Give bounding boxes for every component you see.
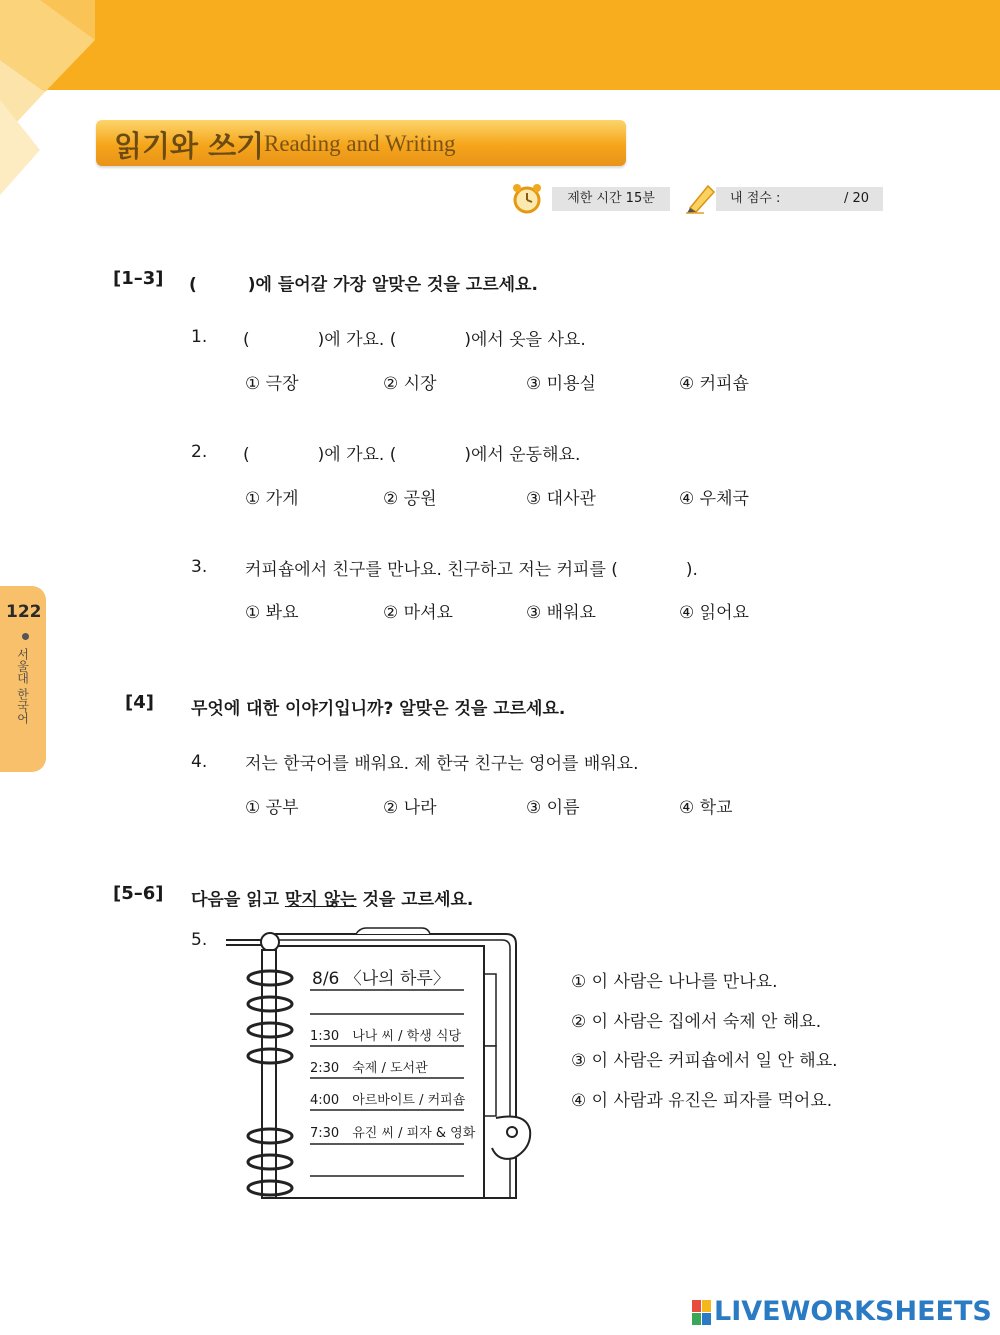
score-total: / 20 — [843, 191, 869, 206]
page-number: 122 — [6, 602, 42, 622]
answer-option[interactable]: ② 이 사람은 집에서 숙제 안 해요. — [571, 1012, 822, 1032]
answer-option[interactable]: ③ 이름 — [526, 798, 580, 818]
liveworksheets-brand[interactable] — [692, 1296, 992, 1330]
brand-name: LIVEWORKSHEETS — [714, 1296, 992, 1327]
question-number: 4. — [191, 752, 208, 772]
instruction-post: 것을 고르세요. — [356, 890, 474, 910]
instruction-pre: 다음을 읽고 — [191, 890, 285, 910]
answer-option[interactable]: ③ 배워요 — [526, 603, 596, 623]
answer-option[interactable]: ① 극장 — [245, 374, 299, 394]
answer-option[interactable]: ② 공원 — [383, 489, 437, 509]
score-label: 내 점수 : — [730, 191, 781, 206]
answer-option[interactable]: ② 나라 — [383, 798, 437, 818]
side-page-tab — [0, 586, 46, 772]
top-banner — [0, 0, 1000, 90]
answer-option[interactable]: ④ 읽어요 — [679, 603, 749, 623]
question-text: 저는 한국어를 배워요. 제 한국 친구는 영어를 배워요. — [245, 754, 639, 774]
section-range-4: [4] — [125, 692, 154, 713]
section-range-1-3: [1–3] — [113, 268, 164, 289]
question-text: ( )에 가요. ( )에서 운동해요. — [243, 445, 581, 465]
question-number: 5. — [191, 930, 208, 950]
planner-entry: 4:00 아르바이트 / 커피숍 — [310, 1093, 466, 1108]
section-title-korean: 읽기와 쓰기 — [114, 129, 265, 163]
section-range-5-6: [5–6] — [113, 883, 164, 904]
answer-option[interactable]: ① 가게 — [245, 489, 299, 509]
answer-option[interactable]: ④ 이 사람과 유진은 피자를 먹어요. — [571, 1091, 833, 1111]
instruction-underlined: 맞지 않는 — [284, 890, 357, 910]
planner-entry: 7:30 유진 씨 / 피자 & 영화 — [310, 1126, 476, 1141]
score-box — [716, 187, 883, 211]
answer-option[interactable]: ① 공부 — [245, 798, 299, 818]
answer-option[interactable]: ④ 학교 — [679, 798, 733, 818]
question-text: ( )에 가요. ( )에서 옷을 사요. — [243, 330, 586, 350]
planner-entry: 2:30 숙제 / 도서관 — [310, 1061, 428, 1076]
answer-option[interactable]: ③ 미용실 — [526, 374, 596, 394]
alarm-clock-icon — [510, 181, 544, 215]
answer-option[interactable]: ④ 우체국 — [679, 489, 749, 509]
time-limit-box: 제한 시간 15분 — [552, 187, 670, 211]
instruction-4: 무엇에 대한 이야기입니까? 알맞은 것을 고르세요. — [191, 699, 566, 719]
answer-option[interactable]: ① 이 사람은 나나를 만나요. — [571, 972, 778, 992]
answer-option[interactable]: ④ 커피숍 — [679, 374, 749, 394]
corner-decoration — [0, 0, 140, 230]
question-number: 1. — [191, 327, 208, 347]
answer-option[interactable]: ② 시장 — [383, 374, 437, 394]
instruction-1-3: ( )에 들어갈 가장 알맞은 것을 고르세요. — [189, 275, 538, 295]
instruction-5-6 — [191, 885, 473, 910]
pencil-icon — [684, 180, 716, 214]
question-number: 2. — [191, 442, 208, 462]
book-title-vertical — [12, 648, 32, 728]
bullet-dot — [22, 633, 29, 640]
planner-title: 8/6 〈나의 하루〉 — [312, 969, 450, 989]
question-number: 3. — [191, 557, 208, 577]
planner-entry: 1:30 나나 씨 / 학생 식당 — [310, 1029, 462, 1044]
question-text: 커피숍에서 친구를 만나요. 친구하고 저는 커피를 ( ). — [245, 560, 698, 580]
book-title: 서울대 한국어 — [15, 648, 30, 724]
section-title-english: Reading and Writing — [264, 131, 456, 156]
answer-option[interactable]: ② 마셔요 — [383, 603, 453, 623]
liveworksheets-logo-icon — [692, 1300, 712, 1326]
section-title-banner — [96, 120, 626, 166]
answer-option[interactable]: ③ 대사관 — [526, 489, 596, 509]
answer-option[interactable]: ③ 이 사람은 커피숍에서 일 안 해요. — [571, 1051, 838, 1071]
answer-option[interactable]: ① 봐요 — [245, 603, 299, 623]
